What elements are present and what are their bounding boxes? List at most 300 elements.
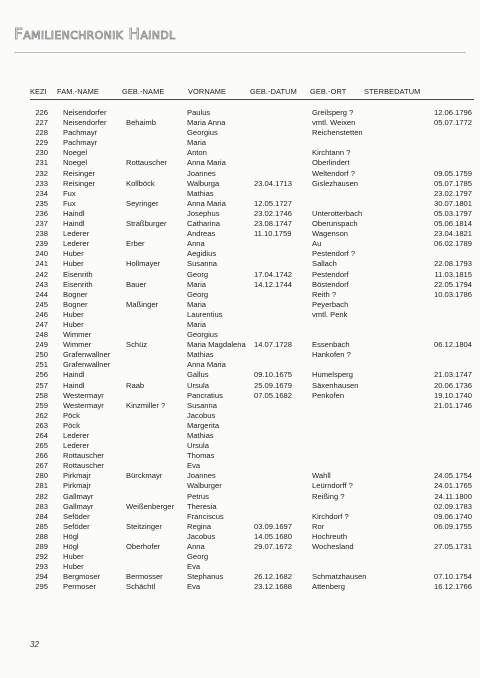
table-row — [30, 320, 474, 330]
cell-kezi: 247 — [35, 319, 48, 329]
cell-kezi: 228 — [35, 128, 48, 138]
cell-geb-datum: 03.09.1697 — [254, 521, 293, 531]
table-row — [30, 492, 474, 502]
cell-sterbedatum: 05.07.1772 — [433, 118, 472, 128]
cell-kezi: 229 — [35, 138, 48, 148]
cell-vorname: Andreas — [187, 229, 216, 239]
cell-geb-name: Rottauscher — [126, 158, 167, 168]
table-row — [30, 542, 474, 552]
table-row — [30, 481, 474, 491]
cell-sterbedatum: 06.02.1789 — [433, 239, 472, 249]
cell-kezi: 248 — [35, 330, 48, 340]
cell-geb-ort: Reichenstetten — [312, 128, 363, 138]
cell-kezi: 246 — [35, 309, 48, 319]
cell-kezi: 288 — [35, 531, 48, 541]
cell-geb-ort: Penkofen — [312, 390, 345, 400]
cell-sterbedatum: 22.05.1794 — [433, 279, 472, 289]
cell-fam-name: Grafenwallner — [63, 350, 111, 360]
cell-kezi: 256 — [35, 370, 48, 380]
cell-fam-name: Grafenwallner — [63, 360, 111, 370]
cell-kezi: 265 — [35, 441, 48, 451]
cell-vorname: Maria Anna — [187, 118, 226, 128]
cell-sterbedatum: 09.05.1759 — [433, 168, 472, 178]
cell-fam-name: Eisenrith — [63, 269, 93, 279]
cell-geb-datum: 25.09.1679 — [254, 380, 293, 390]
cell-kezi: 259 — [35, 400, 48, 410]
cell-sterbedatum: 10.03.1786 — [433, 289, 472, 299]
cell-sterbedatum: 30.07.1801 — [433, 198, 472, 208]
cell-kezi: 262 — [35, 410, 48, 420]
table-row — [30, 179, 474, 189]
cell-geb-ort: Wahll — [312, 471, 331, 481]
cell-fam-name: Haindl — [63, 208, 85, 218]
table-row — [30, 219, 474, 229]
table-row — [30, 229, 474, 239]
column-header-sterbedatum: STERBEDATUM — [364, 87, 421, 96]
cell-sterbedatum: 22.08.1793 — [433, 259, 472, 269]
cell-kezi: 241 — [35, 259, 48, 269]
cell-kezi: 285 — [35, 521, 48, 531]
cell-fam-name: Huber — [63, 249, 84, 259]
cell-geb-datum: 23.04.1713 — [254, 178, 293, 188]
cell-geb-name: Straßburger — [126, 219, 167, 229]
table-row — [30, 411, 474, 421]
column-header-geb-ort: GEB.-ORT — [310, 87, 347, 96]
table-row — [30, 270, 474, 280]
cell-kezi: 239 — [35, 239, 48, 249]
cell-kezi: 281 — [35, 481, 48, 491]
cell-vorname: Regina — [187, 521, 212, 531]
table-row — [30, 148, 474, 158]
cell-vorname: Eva — [187, 562, 201, 572]
cell-geb-datum: 11.10.1759 — [254, 229, 292, 239]
cell-vorname: Anna Maria — [187, 158, 226, 168]
cell-vorname: Susanna — [187, 259, 217, 269]
table-row — [30, 300, 474, 310]
cell-fam-name: Huber — [63, 319, 84, 329]
cell-geb-name: Bermosser — [126, 572, 163, 582]
cell-geb-ort: Attenberg — [312, 582, 345, 592]
cell-geb-ort: Oberunspach — [312, 219, 358, 229]
column-header-geb-name: GEB.-NAME — [122, 87, 165, 96]
cell-fam-name: Wimmer — [63, 340, 92, 350]
cell-fam-name: Seföder — [63, 521, 90, 531]
header-rule — [30, 99, 474, 100]
cell-geb-name: Bürckmayr — [126, 471, 163, 481]
cell-geb-name: Bauer — [126, 279, 147, 289]
table-row — [30, 310, 474, 320]
cell-vorname: Margerita — [187, 420, 220, 430]
cell-kezi: 292 — [35, 552, 48, 562]
cell-fam-name: Huber — [63, 552, 84, 562]
cell-geb-ort: Au — [312, 239, 322, 249]
cell-vorname: Jacobus — [187, 410, 216, 420]
table-row — [30, 108, 474, 118]
cell-kezi: 264 — [35, 431, 48, 440]
cell-geb-datum: 07.05.1682 — [254, 390, 293, 400]
table-row — [30, 249, 474, 259]
table-row — [30, 360, 474, 370]
cell-sterbedatum: 21.03.1747 — [433, 370, 472, 380]
cell-kezi: 249 — [35, 340, 48, 350]
table-row — [30, 552, 474, 562]
cell-vorname: Theresia — [187, 501, 217, 511]
cell-geb-ort: Sallach — [312, 259, 337, 269]
cell-fam-name: Pirkmajr — [63, 481, 91, 491]
cell-sterbedatum: 05.06.1814 — [433, 219, 472, 229]
table-row — [30, 522, 474, 532]
cell-geb-ort: Unterotterbach — [312, 208, 363, 218]
cell-fam-name: Noegel — [63, 158, 88, 168]
cell-geb-datum: 23.08.1747 — [254, 219, 293, 229]
cell-geb-ort: Ror — [312, 521, 325, 531]
table-row — [30, 461, 474, 471]
cell-geb-datum: 12.05.1727 — [254, 198, 293, 208]
cell-geb-ort: Pestendorf — [312, 269, 349, 279]
cell-fam-name: Haindl — [63, 380, 85, 390]
cell-geb-datum: 26.12.1682 — [254, 572, 293, 582]
cell-vorname: Georgius — [187, 128, 218, 138]
cell-fam-name: Haindl — [63, 370, 85, 380]
cell-fam-name: Rottauscher — [63, 461, 104, 471]
cell-sterbedatum: 20.06.1736 — [433, 380, 472, 390]
cell-geb-ort: Säxenhausen — [312, 380, 359, 390]
cell-geb-ort: Wochesland — [312, 542, 354, 552]
cell-kezi: 240 — [35, 249, 48, 259]
cell-vorname: Mathias — [187, 350, 214, 360]
cell-vorname: Anton — [187, 148, 207, 158]
table-row — [30, 340, 474, 350]
cell-vorname: Georgius — [187, 330, 218, 340]
cell-geb-name: Schächtl — [126, 582, 156, 592]
cell-vorname: Petrus — [187, 491, 209, 501]
cell-vorname: Thomas — [187, 451, 215, 461]
cell-sterbedatum: 05.03.1797 — [433, 208, 472, 218]
cell-kezi: 267 — [35, 461, 48, 471]
table-row — [30, 189, 474, 199]
table-row — [30, 118, 474, 128]
cell-geb-datum: 23.02.1746 — [254, 208, 293, 218]
cell-fam-name: Permoser — [63, 582, 96, 592]
cell-geb-ort: vmtl. Weixen — [312, 118, 356, 128]
table-row — [30, 158, 474, 168]
table-row — [30, 562, 474, 572]
cell-sterbedatum: 24.05.1754 — [433, 471, 472, 481]
cell-geb-name: Behaimb — [126, 118, 156, 128]
cell-sterbedatum: 16.12.1766 — [433, 582, 472, 592]
table-row — [30, 401, 474, 411]
cell-fam-name: Huber — [63, 259, 84, 269]
cell-fam-name: Pöck — [63, 420, 80, 430]
table-row — [30, 370, 474, 380]
cell-sterbedatum: 07.10.1754 — [433, 572, 472, 582]
cell-geb-ort: Reißing ? — [312, 491, 345, 501]
cell-geb-ort: Kirchtann ? — [312, 148, 351, 158]
cell-geb-name: Kinzmiller ? — [126, 400, 166, 410]
cell-vorname: Anna Maria — [187, 198, 226, 208]
cell-vorname: Walburger — [187, 481, 222, 491]
cell-vorname: Maria — [187, 299, 206, 309]
cell-sterbedatum: 09.06.1740 — [433, 511, 472, 521]
cell-vorname: Maria — [187, 138, 206, 148]
cell-kezi: 251 — [35, 360, 48, 370]
cell-geb-datum: 14.07.1728 — [254, 340, 293, 350]
cell-fam-name: Haindl — [63, 219, 85, 229]
cell-geb-datum: 17.04.1742 — [254, 269, 293, 279]
cell-sterbedatum: 06.09.1755 — [433, 521, 472, 531]
cell-vorname: Anna — [187, 239, 205, 249]
cell-sterbedatum: 11.03.1815 — [434, 269, 472, 279]
cell-geb-name: Kollböck — [126, 178, 155, 188]
cell-fam-name: Högl — [63, 542, 79, 552]
cell-vorname: Jacobus — [187, 531, 216, 541]
cell-geb-name: Oberhofer — [126, 542, 161, 552]
cell-geb-datum: 14.12.1744 — [254, 279, 293, 289]
cell-kezi: 238 — [35, 229, 48, 239]
cell-geb-ort: Hankofen ? — [312, 350, 351, 360]
cell-vorname: Aegidius — [187, 249, 217, 259]
cell-fam-name: Reisinger — [63, 178, 96, 188]
cell-vorname: Walburga — [187, 178, 220, 188]
cell-fam-name: Bogner — [63, 299, 88, 309]
cell-vorname: Anna — [187, 542, 205, 552]
cell-fam-name: Wimmer — [63, 330, 92, 340]
cell-kezi: 283 — [35, 501, 48, 511]
cell-geb-name: Hollmayer — [126, 259, 161, 269]
cell-geb-ort: Reith ? — [312, 289, 337, 299]
cell-sterbedatum: 24.11.1800 — [434, 491, 472, 501]
cell-kezi: 294 — [35, 572, 48, 582]
cell-kezi: 230 — [35, 148, 48, 158]
column-header-fam-name: FAM.-NAME — [57, 87, 99, 96]
cell-fam-name: Eisenrith — [63, 279, 93, 289]
cell-geb-ort: Greilsperg ? — [312, 108, 354, 117]
cell-geb-ort: Oberlindert — [312, 158, 350, 168]
cell-vorname: Laurentius — [187, 309, 223, 319]
column-header-kezi: KEZI — [30, 87, 47, 96]
cell-fam-name: Fux — [63, 198, 76, 208]
cell-geb-datum: 14.05.1680 — [254, 531, 293, 541]
cell-geb-ort: Gislezhausen — [312, 178, 359, 188]
page-title: Familienchronik Haindl — [14, 25, 176, 43]
cell-kezi: 245 — [35, 299, 48, 309]
cell-geb-ort: Schmatzhausen — [312, 572, 367, 582]
cell-vorname: Mathias — [187, 188, 214, 198]
cell-fam-name: Lederer — [63, 431, 90, 440]
cell-vorname: Maria — [187, 279, 206, 289]
table-row — [30, 290, 474, 300]
cell-fam-name: Huber — [63, 309, 84, 319]
cell-fam-name: Noegel — [63, 148, 88, 158]
table-row — [30, 532, 474, 542]
cell-kezi: 237 — [35, 219, 48, 229]
cell-fam-name: Gallmayr — [63, 501, 94, 511]
cell-sterbedatum: 21.01.1746 — [433, 400, 472, 410]
cell-fam-name: Lederer — [63, 441, 90, 451]
cell-sterbedatum: 05.07.1785 — [433, 178, 472, 188]
cell-fam-name: Huber — [63, 562, 84, 572]
cell-vorname: Eva — [187, 582, 201, 592]
cell-kezi: 282 — [35, 491, 48, 501]
table-row — [30, 330, 474, 340]
table-row — [30, 582, 474, 592]
cell-vorname: Joannes — [187, 168, 216, 178]
cell-sterbedatum: 23.02.1797 — [433, 188, 472, 198]
cell-vorname: Georg — [187, 552, 209, 562]
cell-geb-name: Schüz — [126, 340, 148, 350]
cell-sterbedatum: 12.06.1796 — [433, 108, 472, 117]
cell-kezi: 295 — [35, 582, 48, 592]
cell-kezi: 243 — [35, 279, 48, 289]
cell-vorname: Susanna — [187, 400, 217, 410]
cell-kezi: 293 — [35, 562, 48, 572]
table-row — [30, 128, 474, 138]
cell-geb-ort: Böstendorf — [312, 279, 349, 289]
cell-geb-ort: Hochreuth — [312, 531, 348, 541]
cell-geb-name: Seyringer — [126, 198, 159, 208]
cell-vorname: Gallus — [187, 370, 209, 380]
cell-fam-name: Rottauscher — [63, 451, 104, 461]
cell-fam-name: Bergmoser — [63, 572, 101, 582]
cell-vorname: Mathias — [187, 431, 214, 440]
cell-fam-name: Pachmayr — [63, 128, 98, 138]
table-row — [30, 259, 474, 269]
cell-fam-name: Fux — [63, 188, 76, 198]
cell-vorname: Ursula — [187, 380, 209, 390]
cell-kezi: 234 — [35, 188, 48, 198]
cell-fam-name: Westermayr — [63, 400, 104, 410]
table-row — [30, 350, 474, 360]
cell-vorname: Joannes — [187, 471, 216, 481]
cell-kezi: 266 — [35, 451, 48, 461]
cell-vorname: Paulus — [187, 108, 211, 117]
cell-geb-datum: 29.07.1672 — [254, 542, 293, 552]
cell-sterbedatum: 23.04.1821 — [433, 229, 472, 239]
cell-kezi: 235 — [35, 198, 48, 208]
cell-kezi: 232 — [35, 168, 48, 178]
cell-kezi: 250 — [35, 350, 48, 360]
cell-geb-ort: Essenbach — [312, 340, 350, 350]
table-row — [30, 199, 474, 209]
cell-vorname: Anna Maria — [187, 360, 226, 370]
cell-kezi: 284 — [35, 511, 48, 521]
cell-sterbedatum: 19.10.1740 — [433, 390, 472, 400]
table-row — [30, 431, 474, 441]
cell-geb-ort: Weltendorf ? — [312, 168, 355, 178]
cell-kezi: 231 — [35, 158, 48, 168]
cell-kezi: 244 — [35, 289, 48, 299]
cell-geb-name: Erber — [126, 239, 145, 249]
cell-sterbedatum: 24.01.1765 — [433, 481, 472, 491]
table-row — [30, 209, 474, 219]
cell-geb-datum: 09.10.1675 — [254, 370, 293, 380]
page-number: 32 — [30, 640, 39, 649]
column-header-vorname: VORNAME — [188, 87, 227, 96]
cell-vorname: Pancratius — [187, 390, 223, 400]
cell-fam-name: Högl — [63, 531, 79, 541]
cell-sterbedatum: 06.12.1804 — [433, 340, 472, 350]
table-body — [30, 108, 474, 593]
cell-fam-name: Lederer — [63, 229, 90, 239]
table-row — [30, 381, 474, 391]
table-row — [30, 239, 474, 249]
cell-vorname: Maria Magdalena — [187, 340, 246, 350]
cell-fam-name: Bogner — [63, 289, 88, 299]
cell-vorname: Josephus — [187, 208, 220, 218]
title-rule — [14, 52, 466, 53]
table-row — [30, 451, 474, 461]
cell-kezi: 233 — [35, 178, 48, 188]
cell-kezi: 242 — [35, 269, 48, 279]
cell-fam-name: Neisendorfer — [63, 108, 107, 117]
cell-kezi: 280 — [35, 471, 48, 481]
cell-fam-name: Gallmayr — [63, 491, 94, 501]
cell-geb-ort: Leürndorff ? — [312, 481, 353, 491]
cell-geb-ort: vmtl. Penk — [312, 309, 348, 319]
cell-kezi: 226 — [35, 108, 48, 117]
cell-fam-name: Pöck — [63, 410, 80, 420]
table-row — [30, 421, 474, 431]
cell-fam-name: Pachmayr — [63, 138, 98, 148]
cell-vorname: Franciscus — [187, 511, 224, 521]
cell-kezi: 257 — [35, 380, 48, 390]
cell-sterbedatum: 02.09.1783 — [433, 501, 472, 511]
table-row — [30, 572, 474, 582]
cell-fam-name: Westermayr — [63, 390, 104, 400]
cell-kezi: 263 — [35, 420, 48, 430]
cell-kezi: 227 — [35, 118, 48, 128]
cell-geb-name: Raab — [126, 380, 145, 390]
cell-kezi: 289 — [35, 542, 48, 552]
table-row — [30, 502, 474, 512]
cell-vorname: Stephanus — [187, 572, 224, 582]
cell-vorname: Ursula — [187, 441, 209, 451]
cell-vorname: Georg — [187, 289, 209, 299]
column-header-geb-datum: GEB.-DATUM — [250, 87, 297, 96]
cell-fam-name: Seföder — [63, 511, 90, 521]
cell-kezi: 236 — [35, 208, 48, 218]
cell-geb-name: Steitzinger — [126, 521, 162, 531]
table-row — [30, 471, 474, 481]
cell-vorname: Catharina — [187, 219, 220, 229]
cell-fam-name: Pirkmajr — [63, 471, 91, 481]
table-row — [30, 391, 474, 401]
cell-sterbedatum: 27.05.1731 — [433, 542, 472, 552]
cell-fam-name: Neisendorfer — [63, 118, 107, 128]
cell-vorname: Eva — [187, 461, 201, 471]
cell-geb-ort: Wagenson — [312, 229, 349, 239]
cell-geb-ort: Humelsperg — [312, 370, 353, 380]
cell-fam-name: Lederer — [63, 239, 90, 249]
cell-geb-ort: Pestendorf ? — [312, 249, 356, 259]
genealogy-table — [30, 87, 474, 592]
cell-geb-ort: Kirchdorf ? — [312, 511, 349, 521]
cell-geb-ort: Peyerbach — [312, 299, 349, 309]
cell-vorname: Georg — [187, 269, 209, 279]
table-row — [30, 138, 474, 148]
table-row — [30, 280, 474, 290]
table-header — [30, 87, 474, 97]
table-row — [30, 441, 474, 451]
table-row — [30, 169, 474, 179]
cell-geb-datum: 23.12.1688 — [254, 582, 293, 592]
cell-vorname: Maria — [187, 319, 206, 329]
cell-geb-name: Maßinger — [126, 299, 159, 309]
cell-kezi: 258 — [35, 390, 48, 400]
cell-geb-name: Weißenberger — [126, 501, 174, 511]
cell-fam-name: Reisinger — [63, 168, 96, 178]
table-row — [30, 512, 474, 522]
